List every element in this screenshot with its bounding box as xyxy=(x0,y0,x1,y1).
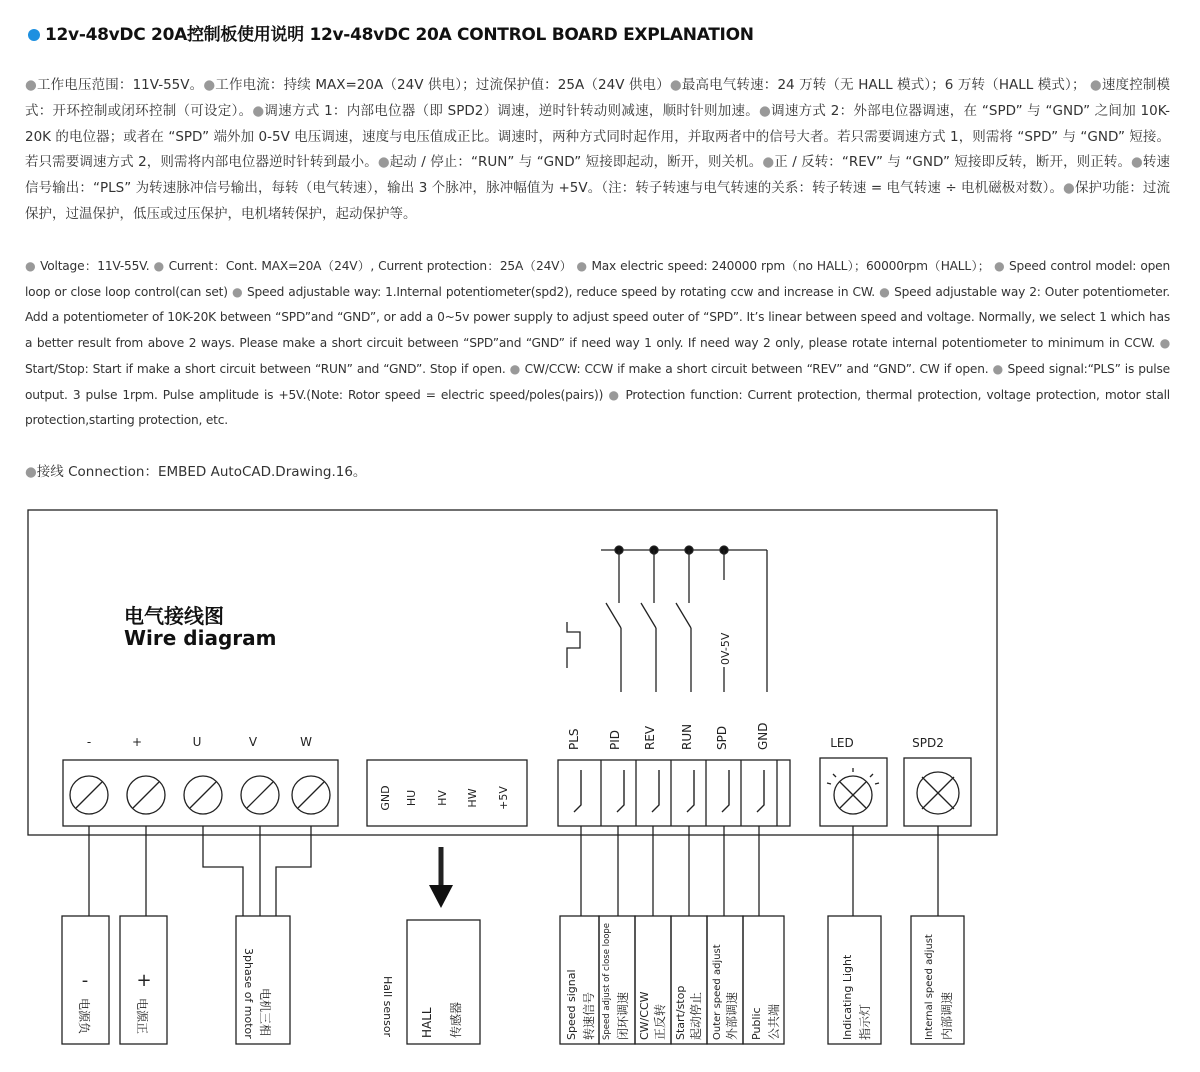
en-item: Start/Stop: Start if make a short circuit between “RUN” and “GND”. Stop if open. xyxy=(25,361,506,376)
pid-cn: 闭环调速 xyxy=(616,991,630,1040)
page-title: 12v-48vDC 20A控制板使用说明 12v-48vDC 20A CONTROL BOARD EXPLANATION xyxy=(28,20,754,45)
led-icon xyxy=(827,768,879,814)
en-item: Speed adjustable way 2: Outer potentiometer. Add a potentiometer of 10K-20K between “SPD”and “GND”, or add a 0~5v power supply to adjust speed outer of “SPD”. It’s linear between speed and voltage. Normally, we select 1 which has a better result from above 2 ways. Please make a short circuit between “SPD”and “GND” if need way 1 only. If need way 2 only, please rotate internal potentiometer to minimum in CCW. xyxy=(25,284,1170,351)
rev-cn: 正反转 xyxy=(653,1003,667,1040)
english-description: ● Voltage：11V-55V. ● Current：Cont. MAX=20A（24V）, Current protection：25A（24V） ● Max electric speed: 240000 rpm（no HALL）；60000rpm（HALL）； ● Speed control model: open loop or close loop control(can set) ● Speed adjustable way: 1.Internal potentiometer(spd2), reduce speed by rotating ccw and increase in CW. ● Speed adjustable way 2: Outer potentiometer. Add a potentiometer of 10K-20K between “SPD”and “GND”, or add a 0~5v power supply to adjust speed outer of “SPD”. It’s linear between speed and voltage. Normally, we select 1 which has a better result from above 2 ways. Please make a short circuit between “SPD”and “GND” if need way 1 only. If need way 2 only, please rotate internal potentiometer to minimum in CCW. ● Start/Stop: Start if make a short circuit between “RUN” and “GND”. Stop if open. ● CW/CCW: CCW if make a short circuit between “REV” and “GND”. CW if open. ● Speed signal:“PLS” is pulse output. 3 pulse 1rpm. Pulse amplitude is +5V.(Note: Rotor speed = electric speed/poles(pairs)) ● Protection function: Current protection, thermal protection, voltage protection, motor stall protection,starting protection, etc. xyxy=(25,259,1170,428)
pos-cn: 电源正 xyxy=(135,998,149,1035)
ctrl-label-pid: PID xyxy=(608,729,622,750)
box-spd2 xyxy=(911,916,964,1044)
potentiometer-icon xyxy=(917,772,959,814)
neg-symbol: - xyxy=(81,970,89,991)
terminal-label-pos: + xyxy=(131,735,143,749)
motor-cn: 电机三相 xyxy=(258,988,272,1037)
en-item: Current：Cont. MAX=20A（24V）, Current protection：25A（24V） xyxy=(168,259,573,273)
cn-item: 工作电压范围：11V-55V。 xyxy=(36,77,204,93)
led-cn: 指示灯 xyxy=(858,1003,872,1040)
rev-en: CW/CCW xyxy=(638,991,651,1040)
en-item: CW/CCW: CCW if make a short circuit between “REV” and “GND”. CW if open. xyxy=(524,361,989,376)
cn-item: 工作电流：持续 MAX=20A（24V 供电）；过流保护值：25A（24V 供电） xyxy=(215,77,670,93)
diagram-title-cn: 电气接线图 xyxy=(124,604,224,628)
pulse-symbol-icon xyxy=(567,622,580,668)
screw-terminal-pos xyxy=(127,776,165,814)
switch-pid-icon xyxy=(606,603,621,628)
ctrl-label-spd: SPD xyxy=(715,725,729,750)
hall-en: HALL xyxy=(420,1007,434,1038)
hall-pin-hw: HW xyxy=(466,788,479,808)
switch-run-icon xyxy=(676,603,691,628)
hall-pin-5v: +5V xyxy=(497,786,510,810)
pos-symbol: + xyxy=(136,970,152,991)
cn-item: 正 / 反转：“REV” 与 “GND” 短接即反转，断开，则正转。 xyxy=(774,154,1132,171)
terminal-label-v: V xyxy=(248,735,258,749)
en-item: Protection function: Current protection, thermal protection, voltage protection, motor stall protection,starting protection, etc. xyxy=(25,387,1170,428)
cn-item: 调速方式 2：外部电位器调速，在 “SPD” 与 “GND” 之间加 10K-20K 的电位器；或者在 “SPD” 端外加 0-5V 电压调速，速度与电压值成正比。调速时，两种方式同时起作用，并取两者中的信号大者。若只需要调速方式 1，则需将 “SPD” 与 “GND” 短接。若只需要调速方式 2，则需将内部电位器逆时针转到最小。 xyxy=(25,102,1171,171)
terminal-label-w: W xyxy=(300,735,312,749)
ctrl-label-gnd: GND xyxy=(756,722,770,750)
switch-network xyxy=(567,546,767,692)
connection-note: ●接线 Connection：EMBED AutoCAD.Drawing.16。 xyxy=(25,464,367,480)
diagram-title-en: Wire diagram xyxy=(124,626,277,650)
run-cn: 起动停止 xyxy=(689,991,703,1040)
spd2-en: Internal speed adjust xyxy=(924,934,935,1040)
gnd-cn: 公共端 xyxy=(767,1003,781,1040)
pls-cn: 转速信号 xyxy=(582,991,596,1040)
en-item: Speed adjustable way: 1.Internal potentiometer(spd2), reduce speed by rotating ccw and increase in CW. xyxy=(246,284,875,299)
cn-item: 速度控制模式：开环控制或闭环控制（可设定）。 xyxy=(25,77,1171,119)
spd2-label: SPD2 xyxy=(912,736,944,750)
neg-cn: 电源负 xyxy=(77,998,91,1035)
cn-item: 调速方式 1：内部电位器（即 SPD2）调速，逆时针转动则减速，顺时针则加速。 xyxy=(264,102,760,119)
hall-pin-hv: HV xyxy=(436,790,449,806)
hall-sensor-label: Hall sensor xyxy=(381,976,394,1038)
terminal-label-neg: - xyxy=(86,735,92,749)
ctrl-label-pls: PLS xyxy=(567,728,581,750)
pls-en: Speed signal xyxy=(565,969,578,1040)
spd-en: Outer speed adjust xyxy=(712,944,723,1040)
en-item: Speed control model: open loop or close loop control(can set) xyxy=(25,259,1170,299)
voltage-label: 0V-5V xyxy=(719,632,732,665)
arrow-down-icon xyxy=(429,847,453,908)
contact-rev xyxy=(652,770,659,812)
led-label: LED xyxy=(830,736,854,750)
run-en: Start/stop xyxy=(674,985,687,1040)
wiring xyxy=(89,826,938,916)
en-item: Speed signal:“PLS” is pulse output. 3 pulse 1rpm. Pulse amplitude is +5V.(Note: Rotor speed = electric speed/poles(pairs)) xyxy=(25,361,1170,402)
led-en: Indicating Light xyxy=(841,954,854,1040)
screw-terminal-w xyxy=(292,776,330,814)
cn-item: 转速信号输出：“PLS” 为转速脉冲信号输出，每转（电气转速），输出 3 个脉冲，脉冲幅值为 +5V。（注：转子转速与电气转速的关系：转子转速 = 电气转速 ÷ 电机磁极对数）。 xyxy=(25,154,1171,197)
chinese-description: ●工作电压范围：11V-55V。●工作电流：持续 MAX=20A（24V 供电）；过流保护值：25A（24V 供电）●最高电气转速：24 万转（无 HALL 模式）；6 万转（HALL 模式）； ●速度控制模式：开环控制或闭环控制（可设定）。●调速方式 1：内部电位器（即 SPD2）调速，逆时针转动则减速，顺时针则加速。●调速方式 2：外部电位器调速，在 “SPD” 与 “GND” 之间加 10K-20K 的电位器；或者在 “SPD” 端外加 0-5V 电压调速，速度与电压值成正比。调速时，两种方式同时起作用，并取两者中的信号大者。若只需要调速方式 1，则需将 “SPD” 与 “GND” 短接。若只需要调速方式 2，则需将内部电位器逆时针转到最小。●起动 / 停止：“RUN” 与 “GND” 短接即起动，断开，则关机。●正 / 反转：“REV” 与 “GND” 短接即反转，断开，则正转。●转速信号输出：“PLS” 为转速脉冲信号输出，每转（电气转速），输出 3 个脉冲，脉冲幅值为 +5V。（注：转子转速与电气转速的关系：转子转速 = 电气转速 ÷ 电机磁极对数）。●保护功能：过流保护，过温保护，低压或过压保护，电机堵转保护，起动保护等。 xyxy=(25,77,1171,222)
screw-terminal-u xyxy=(184,776,222,814)
power-terminal-block xyxy=(63,760,338,826)
box-hall xyxy=(407,920,480,1044)
pid-en: Speed adjust of close loope xyxy=(602,922,612,1040)
cn-item: 最高电气转速：24 万转（无 HALL 模式）；6 万转（HALL 模式）； xyxy=(681,77,1086,93)
en-item: Max electric speed: 240000 rpm（no HALL）；60000rpm（HALL）； xyxy=(591,259,990,273)
screw-terminal-neg xyxy=(70,776,108,814)
contact-spd xyxy=(722,770,729,812)
screw-terminal-v xyxy=(241,776,279,814)
ctrl-label-rev: REV xyxy=(643,725,657,750)
motor-en: 3phase of motor xyxy=(242,948,255,1039)
contact-run xyxy=(687,770,694,812)
spd-cn: 外部调速 xyxy=(725,991,739,1040)
contact-pid xyxy=(617,770,624,812)
board-outline xyxy=(28,510,997,835)
switch-rev-icon xyxy=(641,603,656,628)
hall-pin-hu: HU xyxy=(405,789,418,807)
cn-item: 保护功能：过流保护，过温保护，低压或过压保护，电机堵转保护，起动保护等。 xyxy=(25,180,1171,222)
en-item: Voltage：11V-55V. xyxy=(40,259,150,273)
control-terminal-block xyxy=(558,760,790,826)
gnd-en: Public xyxy=(750,1007,763,1040)
box-led xyxy=(828,916,881,1044)
contact-pls xyxy=(574,770,581,812)
ctrl-label-run: RUN xyxy=(680,723,694,750)
terminal-label-u: U xyxy=(192,735,202,749)
spd2-cn: 内部调速 xyxy=(940,991,954,1040)
contact-gnd xyxy=(757,770,764,812)
cn-item: 起动 / 停止：“RUN” 与 “GND” 短接即起动，断开，则关机。 xyxy=(389,154,763,171)
hall-pin-gnd: GND xyxy=(379,785,392,811)
hall-cn: 传感器 xyxy=(449,1001,463,1038)
